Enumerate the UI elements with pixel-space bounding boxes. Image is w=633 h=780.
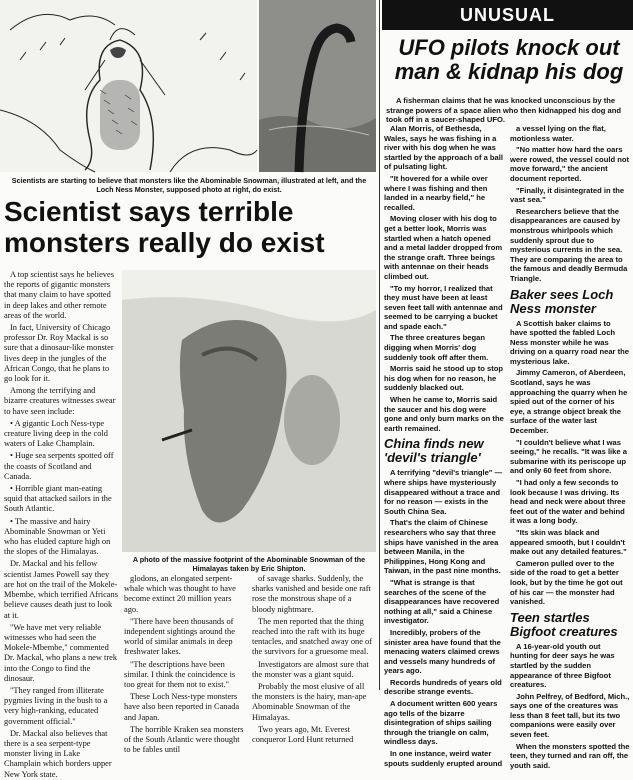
article-paragraph: The men reported that the thing reached into the raft with its huge tentacles, and snatched away one of the survivors for a gruesome meal. xyxy=(252,616,372,657)
article-paragraph: A 16-year-old youth out hunting for deer says he was startled by the sudden appearance of three Bigfoot creatures. xyxy=(510,641,615,690)
article-paragraph: • A gigantic Loch Ness-type creature living deep in the cold waters of Lake Champlain. xyxy=(4,418,108,449)
article-paragraph: "The descriptions have been similar. I think the coincidence is too great for them not to exist." xyxy=(124,659,236,690)
banner-label: UNUSUAL xyxy=(460,5,555,25)
main-headline: Scientist says terrible monsters really do exist xyxy=(4,196,325,258)
article-paragraph: A top scientist says he believes the reports of gigantic monsters that many claim to have spotted in deep lakes and other remote areas of the world. xyxy=(4,270,114,320)
article-paragraph: Morris said he stood up to stop his dog when for no reason, he suddenly blacked out. xyxy=(384,364,504,393)
article-paragraph: In one instance, weird water spouts suddenly erupted around xyxy=(384,749,503,768)
article-paragraph: "We have met very reliable witnesses who had seen the Mokele-Mbembe," commented Dr. Mackal, who plans a new trek into the Congo to find the dinosaur. xyxy=(4,622,118,683)
article-paragraph: "I couldn't believe what I was seeing," he recalls. "It was like a submarine with its periscope up and only 60 feet from shore. xyxy=(510,437,627,476)
article-paragraph: Cameron pulled over to the side of the road to get a better look, but by the time he got out of his car — the monster had vanished. xyxy=(510,558,623,607)
column-divider xyxy=(379,0,380,690)
unusual-banner xyxy=(382,0,633,30)
article-paragraph: "Its skin was black and appeared smooth, but I couldn't make out any detailed features." xyxy=(510,527,627,557)
article-paragraph: A document written 600 years ago tells of the bizarre disintegration of ships sailing through the triangle on calm, windless days. xyxy=(384,699,498,747)
article-paragraph: Dr. Mackal and his fellow scientist James Powell say they are hot on the trail of the Mokele-Mbembe, which terrified Africans believe causes death just to look at it. xyxy=(4,559,118,620)
article-paragraph: "What is strange is that searches of the scene of the disappearances have recovered nothing at all," said a Chinese investigator. xyxy=(384,577,500,626)
article-paragraph: These Loch Ness-type monsters have also been reported in Canada and Japan. xyxy=(124,692,240,722)
article-paragraph: Among the terrifying and bizarre creatures witnesses swear to have seen include: xyxy=(4,386,116,416)
ufo-headline: UFO pilots knock out man & kidnap his dog xyxy=(394,35,624,84)
article-paragraph: Incredibly, probers of the sinister area have found that the menacing waters claimed crews and vessels many hundreds of years ago. xyxy=(384,627,501,676)
article-paragraph: When the monsters spotted the teen, they turned and ran off, the youth said. xyxy=(510,741,630,770)
teen-headline: Teen startles Bigfoot creatures xyxy=(510,609,618,639)
article-paragraph: The horrible Kraken sea monsters of the South Atlantic were thought to be fables until xyxy=(124,724,244,755)
article-paragraph: • The massive and hairy Abominable Snowman or Yeti who has eluded capture high on the slopes of the Himalayas. xyxy=(4,516,111,557)
article-paragraph: Investigators are almost sure that the monster was a giant squid. xyxy=(252,659,369,679)
article-paragraph: glodons, an elongated serpent-whale which was thought to have become extinct 20 million years ago. xyxy=(124,574,236,614)
scientist-story-column-2 xyxy=(124,574,246,755)
article-paragraph: The three creatures began digging when Morris' dog suddenly took off after them. xyxy=(384,333,489,362)
ufo-story-column-1 xyxy=(384,124,504,768)
footprint-caption: A photo of the massive footprint of the Abominable Snowman of the Himalayas taken by Eric Shipton. xyxy=(132,555,366,573)
article-paragraph: That's the claim of Chinese researchers who say that three ships have vanished in the area between Manila, in the Philippines, Hong Kong and Taiwan, in the past nine months. xyxy=(384,518,501,576)
article-paragraph: A terrifying "devil's triangle" — where ships have mysteriously disappeared without a trace and for no reason — exists in the South China Sea. xyxy=(384,468,503,516)
article-paragraph: Records hundreds of years old describe strange events. xyxy=(384,677,502,697)
article-paragraph: • Horrible giant man-eating squid that attacked sailors in the South Atlantic. xyxy=(4,484,112,514)
scientist-story-column-3 xyxy=(252,574,376,745)
article-paragraph: In fact, University of Chicago professor Dr. Roy Mackal is so sure that a dinosaur-like monster lives deep in the jungles of the African Congo, that he plans to go look for it. xyxy=(4,323,114,384)
baker-headline: Baker sees Loch Ness monster xyxy=(510,286,614,316)
scientist-story-column-1 xyxy=(4,270,118,779)
loch-ness-photo xyxy=(259,0,376,172)
article-paragraph: When he came to, Morris said the saucer and his dog were gone and only burn marks on the earth remained. xyxy=(384,395,504,433)
article-paragraph: "To my horror, I realized that they must have been at least seven feet tall with antennae and seemed to be carrying a bucket and spade each." xyxy=(384,283,503,331)
abominable-snowman-illustration xyxy=(0,0,257,172)
article-paragraph: John Pelfrey, of Bedford, Mich., says one of the creatures was less than 8 feet tall, but its two companions were easily over seven feet. xyxy=(510,691,630,740)
article-paragraph: A Scottish baker claims to have spotted the fabled Loch Ness monster while he was driving on a quarry road near the mysterious lake. xyxy=(510,318,629,366)
footprint-photo xyxy=(122,270,376,552)
article-paragraph: Researchers believe that the disappearances are caused by monstrous whirlpools which suddenly sprout due to mysterious currents in the sea. They are comparing the area to the famous and deadly Bermuda Triangle. xyxy=(510,206,628,283)
china-headline: China finds new 'devil's triangle' xyxy=(384,436,484,466)
article-paragraph: of savage sharks. Suddenly, the sharks vanished and beside one raft rose the monstrous shape of a bloody nightmare. xyxy=(252,574,371,614)
article-paragraph: "It hovered for a while over where I was fishing and then landed in a nearby field," he recalled. xyxy=(384,173,488,212)
article-paragraph: • Huge sea serpents spotted off the coasts of Scotland and Canada. xyxy=(4,451,114,481)
article-paragraph: "No matter how hard the oars were rowed, the vessel could not move forward," the ancient document reported. xyxy=(510,145,630,183)
article-paragraph: Dr. Mackal also believes that there is a sea serpent-type monster living in Lake Champlain which borders upper New York state. xyxy=(4,728,112,779)
article-paragraph: "Finally, it disintegrated in the vast sea." xyxy=(510,185,625,205)
article-paragraph: Alan Morris, of Bethesda, Wales, says he was fishing in a river with his dog when he was startled by the approach of a ball of pulsating light. xyxy=(384,124,503,172)
article-paragraph: Jimmy Cameron, of Aberdeen, Scotland, says he was approaching the quarry when he spied out of the corner of his eye, a strange object break the surface of the water last December. xyxy=(510,368,628,436)
article-paragraph: "I had only a few seconds to look because I was driving. Its head and neck were about three feet out of the water and behind it was a long body. xyxy=(510,478,626,526)
top-photo-caption: Scientists are starting to believe that monsters like the Abominable Snowman, illustrated at left, and the Loch Ness Monster, supposed photo at right, do exist. xyxy=(11,176,367,194)
article-paragraph: "They ranged from illiterate pygmies living in the bush to a very high-ranking, educated government official." xyxy=(4,685,108,726)
article-paragraph: Moving closer with his dog to get a better look, Morris was startled when a hatch opened and a metal ladder dropped from the strange craft. Three beings with antennae on their heads climbed out. xyxy=(384,214,503,281)
ufo-story-column-2 xyxy=(510,124,630,770)
article-paragraph: Two years ago, Mt. Everest conqueror Lord Hunt returned xyxy=(252,724,354,745)
article-paragraph: Probably the most elusive of all the monsters is the hairy, man-ape Abominable Snowman of the Himalayas. xyxy=(252,682,367,722)
article-paragraph: "There have been thousands of independent sightings around the world of similar animals in deep freshwater lakes. xyxy=(124,616,235,657)
article-paragraph: a vessel lying on the flat, motionless water. xyxy=(510,124,606,143)
ufo-intro: A fisherman claims that he was knocked unconscious by the strange powers of a space alien who then kidnapped his dog and took off in a saucer-shaped UFO. xyxy=(386,96,622,125)
